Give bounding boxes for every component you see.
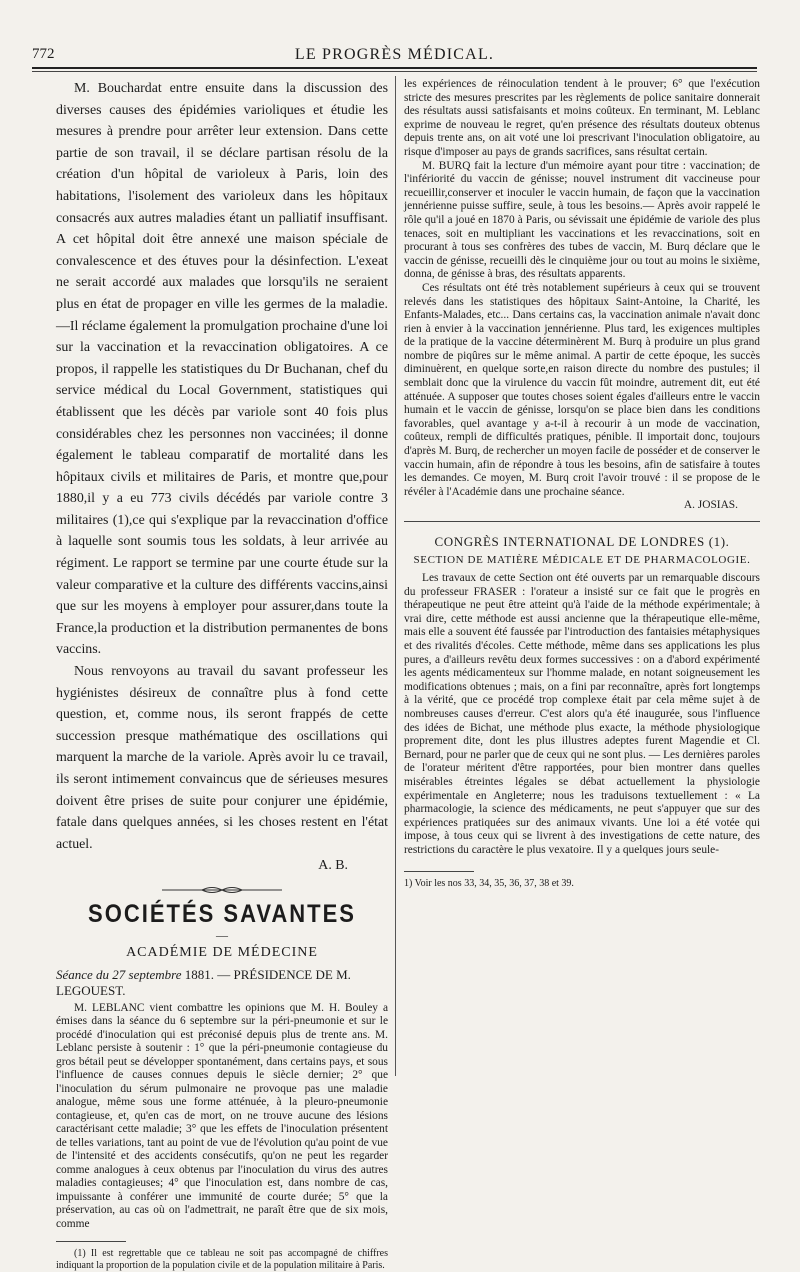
- ornament-divider: [56, 885, 388, 895]
- title-dash: —: [216, 927, 228, 942]
- header-rule: [32, 67, 757, 69]
- signature-josias: A. JOSIAS.: [683, 499, 738, 512]
- right-paragraph-1: les expériences de réinoculation tendent à le prouver; 6° que l'exécution stricte des mesures prescrites par les règlements de police sanitaire donnerait des résultats aussi satisfaisants et moins coûteux. En terminant, M. Leblanc exprime de nouveau le regret, qu'en présence des résultats douteux obtenus depuis trente ans, on ait voté une loi prescrivant l'inoculation obligatoire, au risque d'imposer au pays de grands sacrifices, sans résultat certain.: [404, 78, 760, 158]
- section-rule: [404, 521, 760, 522]
- left-paragraph-2: Nous renvoyons au travail du savant professeur les hygiénistes désireux de connaître plus à fond cette question, et, comme nous, ils seront frappés de cette succession presque mathématique des oscillations qui marquent la marche de la variole. Après avoir lu ce travail, ils seront intimement convaincus que de sérieuses mesures doivent être prises de suite pour conjurer une épidémie, fatale dans quelques années, si les choses restent en l'état actuel.: [56, 664, 388, 852]
- page-number: 772: [32, 46, 55, 62]
- subsection-title-pharmacologie: SECTION DE MATIÈRE MÉDICALE ET DE PHARMACOLOGIE.: [413, 554, 751, 566]
- footnote-right: 1) Voir les nos 33, 34, 35, 36, 37, 38 et 39.: [404, 878, 574, 890]
- signature-row: [56, 855, 388, 877]
- right-paragraph-2: M. BURQ fait la lecture d'un mémoire ayant pour titre : vaccination; de l'infériorité du vaccin de génisse; nouvel instrument dit vaccineuse pour recueillir,conserver et inoculer le vaccin humain, de façon que la vaccination jennérienne puisse suffire, seule, à tous les besoins.— Après avoir rappelé le rôle qu'il a joué en 1870 à Paris, ou sévissait une épidémie de variole des plus tenaces, soit en multipliant les vaccinations et les revaccinations, soit en procurant à tous ses confrères des tubes de vaccin, M. Burq déclare que le vaccin de génisse, recueilli dès le cinquième jour ou tout au moins le sixième, donna, de génisse à bras, des résultats apparents.: [404, 159, 760, 281]
- right-paragraph-4: Les travaux de cette Section ont été ouverts par un remarquable discours du professeur FRASER : l'orateur a insisté sur ce fait que le progrès en thérapeutique ne peut être atteint qu'à l'aide de la méthode expérimentale; à vrai dire, cette méthode est aussi ancienne que la thérapeutique elle-même, mais elle a souvent été faussée par l'introduction des fantaisies métaphysiques et des rivalités d'écoles. Cette méthode, même dans ses applications les plus pures, a d'ailleurs revêtu deux formes successives : on a d'abord expérimenté les agents médicamenteux sur l'homme malade, en notant soigneusement les modifications obtenues ; mais, on a fini par reconnaître, après fort longtemps à la vérité, que ce procédé trop complexe était par cela même sujet à de nombreuses causes d'erreur. C'est alors qu'a été inaugurée, sous l'influence des idées de Bichat, une méthode plus exacte, la méthode physiologique proprement dite, dont les plus illustres adeptes furent Magendie et Cl. Bernard, pour ne parler que de ceux qui ne sont plus. — Les dernières paroles de l'orateur méritent d'être rapportées, pour bien montrer dans quelles misérables étreintes légales se débat actuellement la physiologie expérimentale en Angleterre; nous les traduisons textuellement : « La pharmacologie, la science des médicaments, ne peut s'appuyer que sur des expériences pratiquées sur des animaux vivants. Une loi a été votée qui impose, à tous ceux qui se livrent à des investigations de cette nature, des restrictions du caractère le plus vexatoire. Il y a quelques jours seule-: [404, 572, 760, 856]
- signature-row-right: [404, 499, 760, 513]
- column-divider: [395, 76, 396, 1076]
- right-paragraph-3: Ces résultats ont été très notablement supérieurs à ceux qui se trouvent relevés dans les statistiques des hôpitaux Saint-Antoine, la Charité, les Enfants-Malades, etc... Dans certains cas, la vaccination animale n'avait donc rien à envier à la vaccination jennérienne. Plus tard, les exigences multiples de la pratique de la vaccine déterminèrent M. Burq à produire un plus grand nombre de piqûres sur le même animal. A partir de cette époque, les succès diminuèrent, en quelque sorte,en raison directe du nombre des pustules; il semblait donc que la virulence du vaccin fût moindre, autrement dit, eut été atténuée. A supposer que toutes choses soient égales d'ailleurs entre le vaccin humain et le vaccin de génisse, lorsqu'on se place bien dans les conditions favorables, quel avantage y a-t-il à recourir à un mode de vaccination, coûteux, rempli de difficultés pratiques, pénible. Il importait donc, toujours d'après M. Burq, de rechercher un moyen facile de posséder et de conserver le vaccin humain, afin de répondre à tous les besoins, afin de satisfaire à toutes les demandes. Ce moyen, M. Burq croit l'avoir trouvé : il se propose de le révéler à l'Académie dans une prochaine séance.: [404, 281, 760, 498]
- subsection-title-academie: ACADÉMIE DE MÉDECINE: [126, 944, 318, 960]
- page-header: [32, 46, 757, 68]
- seance-date: Séance du 27 septembre: [56, 966, 182, 982]
- footnote-rule-left: [56, 1241, 126, 1242]
- header-rule-thin: [32, 71, 757, 72]
- footnote-rule-right: [404, 871, 474, 872]
- left-paragraph-3: M. LEBLANC vient combattre les opinions que M. H. Bouley a émises dans la séance du 6 septembre sur la péri-pneumonie et sur le procédé d'inoculation qui est préconisé depuis plus de trente ans. M. Leblanc persiste à soutenir : 1° que la péri-pneumonie contagieuse du gros bétail peut se développer spontanément, dans certains pays, et sous l'influence de causes connues depuis le siècle dernier; 2° que l'inoculation du sérum pulmonaire ne provoque pas une maladie analogue, même sous une forme atténuée, à la pleuro-pneumonie contagieuse, et, qu'en cas de mort, on ne trouve aucune des lésions caractérisant cette maladie; 3° que les effets de l'inoculation présentent de telles variations, tant au point de vue de l'évolution qu'au point de vue de l'intensité et des accidents consécutifs, qu'on ne peut les regarder comme analogues à ceux obtenus par l'inoculation du virus des autres maladies contagieuses; 4° que l'inoculation est, dans nombre de cas, impuissante à conférer une immunité de courte durée; 5° que la préservation, au cas où on l'admettrait, ne paraît être que de six mois, comme: [56, 1001, 388, 1230]
- left-column: [56, 78, 388, 1272]
- right-column: [404, 78, 760, 890]
- left-paragraph-1: M. Bouchardat entre ensuite dans la discussion des diverses causes des épidémies varioliques et étudie les mesures à prendre pour arrêter leur extension. Dans cette partie de son travail, il se déclare partisan résolu de la création d'un hôpital de varioleux à Paris, loin des habitations, l'isolement des varioleux dans les hôpitaux consacrés aux autres maladies étant un palliatif insuffisant. A cet hôpital doit être annexé une maison spéciale de convalescence et des étuves pour la désinfection. L'exeat ne serait accordé aux malades que lorsqu'ils ne seraient plus en état de propager en ville les germes de la maladie.—Il réclame également la promulgation prochaine d'une loi sur la vaccination et la revaccination obligatoires. A ce propos, il rappelle les statistiques du Dr Buchanan, chef du service médical du Local Government, statistiques qui établissent que les décès par variole sont 40 fois plus considérables chez les personnes non vaccinées; il donne également le tableau comparatif de mortalité dans les hôpitaux civils et militaires de Paris, et montre que,pour 1880,il y a eu 773 civils décédés par variole contre 3 militaires (1),ce qui s'explique par la revaccination d'office à laquelle sont soumis tous les soldats, à leur arrivée au régiment. Le rapport se termine par une courte étude sur la valeur comparative et la culture des différents vaccins,ainsi que sur les moyens à employer pour assurer,dans toute la France,la production et la distribution permanentes de bons vaccins.: [56, 81, 388, 658]
- seance-presidence: 1881. — PRÉSIDENCE DE M. LEGOUEST.: [56, 966, 351, 998]
- seance-line: [56, 967, 388, 999]
- footnote-left: (1) Il est regrettable que ce tableau ne soit pas accompagné de chiffres indiquant la proportion de la population civile et de la population militaire à Paris.: [56, 1248, 388, 1272]
- section-title-societes: SOCIÉTÉS SAVANTES: [88, 899, 356, 928]
- signature-ab: A. B.: [318, 858, 348, 874]
- section-title-congres: CONGRÈS INTERNATIONAL DE LONDRES (1).: [434, 534, 730, 549]
- running-title: LE PROGRÈS MÉDICAL.: [294, 46, 495, 63]
